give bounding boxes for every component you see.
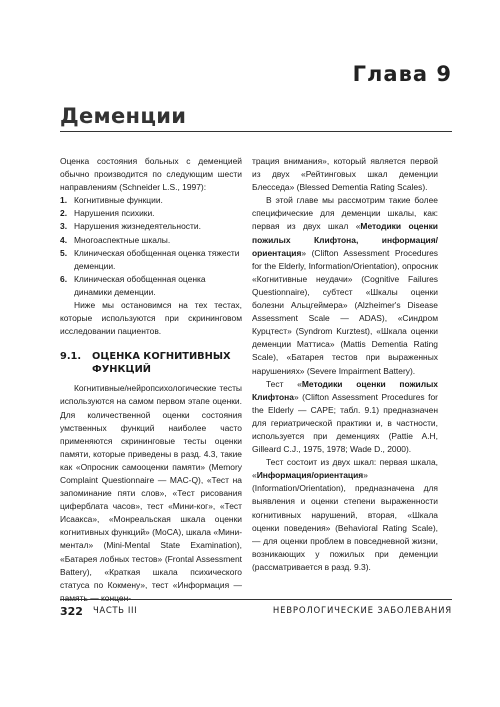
page-number: 322 (60, 605, 83, 618)
list-item (60, 194, 242, 207)
list-number: 5. (60, 247, 68, 258)
left-column (60, 155, 242, 605)
running-head: НЕВРОЛОГИЧЕСКИЕ ЗАБОЛЕВАНИЯ (272, 606, 452, 616)
text-run: В этой главе мы рассмотрим такие более специфические для деменции шкалы, как: первая из двух шкал « (252, 195, 438, 232)
list-item (60, 247, 242, 273)
list-text: Многоаспектные шкалы. (74, 234, 171, 245)
right-column (252, 155, 438, 574)
list-text: Нарушения жизнедеятельности. (74, 221, 201, 232)
list-number: 1. (60, 195, 68, 206)
intro-paragraph: Оценка состояния больных с деменцией обычно производится по следующим шести направлениям (Schneider L.S., 1997): (60, 156, 242, 193)
bold-term: Методики оценки пожилых Клифтона, информация/ориентация (252, 221, 438, 258)
after-list-paragraph: Ниже мы остановимся на тех тестах, которые используются при скрининговом исследовании пациентов. (60, 300, 242, 337)
topic-title: Деменции (60, 104, 187, 128)
list-number: 4. (60, 234, 68, 245)
list-item (60, 220, 242, 233)
list-text: Когнитивные функции. (74, 195, 163, 206)
text-run: Тест состоит из двух шкал: первая шкала, « (252, 457, 438, 481)
list-text: Нарушения психики. (74, 208, 155, 219)
scales-paragraph (252, 194, 438, 377)
text-run: » (Clifton Assessment Procedures for the Elderly, Information/Orientation), опросник «Когнитивные неудачи» (Cognitive Failures Questionnaire), субтест «Шкалы оценки болезни Альцгеймера» (Alzheimer's Disease Assessment Scale — ADAS), «Синдром Курцтест» (Syndrom Kurztest), «Шкала оценки деменции Маттиса» (Mattis Dementia Rating Scale), «Батарея тестов при выраженных нарушениях» (Severe Impairment Battery). (252, 247, 438, 376)
section-heading (60, 350, 242, 376)
bold-term: Информация/ориентация (256, 470, 364, 481)
list-number: 6. (60, 273, 68, 284)
title-divider (60, 131, 452, 132)
two-scales-paragraph (252, 456, 438, 574)
list-text: Клиническая обобщенная оценка динамики деменции. (74, 273, 206, 297)
list-item (60, 273, 242, 299)
part-label: ЧАСТЬ III (93, 606, 138, 616)
list-text: Клиническая обобщенная оценка тяжести деменции. (74, 247, 240, 271)
list-number: 3. (60, 221, 68, 232)
list-item (60, 234, 242, 247)
list-number: 2. (60, 208, 68, 219)
text-run: » (Clifton Assessment Procedures for the Elderly — CAPE; табл. 9.1) предназначен для гериатрической практики и, в частности, используется при деменциях (Pattie A.H, Gilleard C.J., 1975, 1978; Wade D., 2000). (252, 391, 438, 455)
section-paragraph: Когнитивные/нейропсихологические тесты используются на самом первом этапе оценки. Для количественной оценки состояния умственных функций наиболее часто применяются скрининговые тесты оценки памяти, которые приведены в разд. 4.3, такие как «Опросник самооценки памяти» (Memory Complaint Questionnaire — MAC-Q), «Тест на запоминание пяти слов», «Тест рисования циферблата часов», тест «Мини-ког», «Тест Исаакса», «Монреальская шкала оценки когнитивных функций» (MoCA), шкала «Мини-ментал» (Mini-Mental State Examination), «Батарея лобных тестов» (Frontal Assessment Battery), «Краткая шкала психического статуса по Кокмену», тест «Информация — память — концен- (60, 383, 242, 603)
footer-divider (60, 599, 452, 600)
section-title: ОЦЕНКА КОГНИТИВНЫХ ФУНКЦИЙ (92, 351, 231, 376)
list-item (60, 207, 242, 220)
text-run: Тест « (266, 378, 302, 389)
bold-term: Методики оценки пожилых Клифтона (252, 378, 438, 402)
continued-paragraph: трация внимания», который является первой из двух «Рейтинговых шкал деменции Блесседа» (Blessed Dementia Rating Scales). (252, 156, 438, 193)
text-run: » (Information/Orientation), предназначена для выявления и оценки степени выраженности когнитивных нарушений, вторая, «Шкала оценки поведения» (Behavioral Rating Scale), — для оценки проблем в повседневной жизни, возникающих у пожилых при деменции (рассматривается в разд. 9.3). (252, 470, 438, 572)
chapter-title: Глава 9 (352, 62, 452, 86)
assessment-list (60, 194, 242, 299)
section-number: 9.1. (60, 351, 82, 363)
cape-paragraph (252, 378, 438, 457)
